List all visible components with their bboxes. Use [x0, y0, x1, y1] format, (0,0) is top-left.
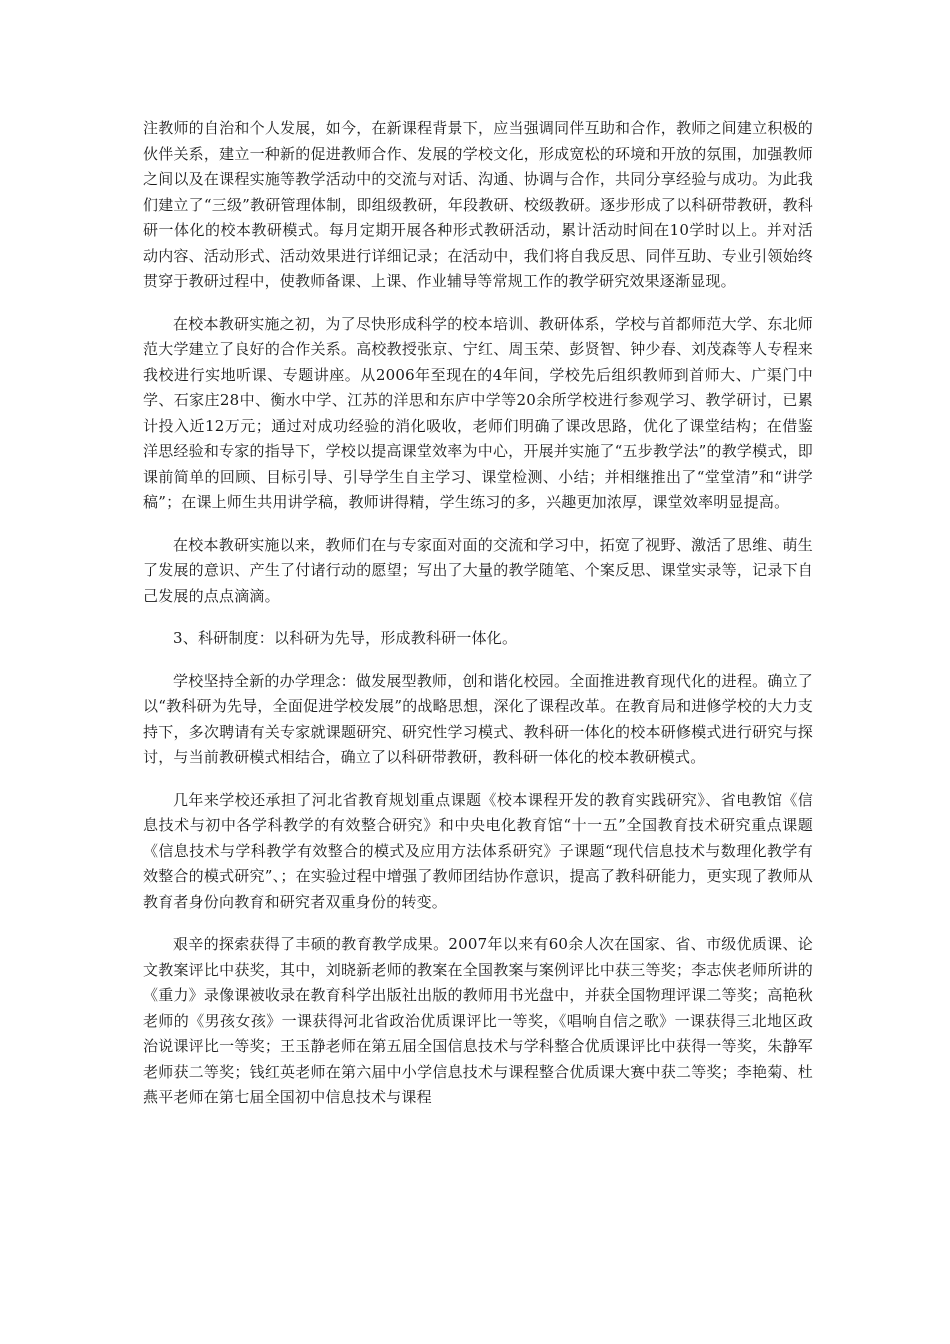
paragraph: 艰辛的探索获得了丰硕的教育教学成果。2007年以来有60余人次在国家、省、市级优质课、论文教案评比中获奖，其中，刘晓新老师的教案在全国教案与案例评比中获三等奖；李志侠老师所讲的《重力》录像课被收录在教育科学出版社出版的教师用书光盘中，并获全国物理评课二等奖；高艳秋老师的《男孩女孩》一课获得河北省政治优质课评比一等奖，《唱响自信之歌》一课获得三北地区政治说课评比一等奖；王玉静老师在第五届全国信息技术与学科整合优质课评比中获得一等奖，朱静军老师获二等奖；钱红英老师在第六届中小学信息技术与课程整合优质课大赛中获二等奖；李艳菊、杜燕平老师在第七届全国初中信息技术与课程 [143, 935, 813, 1106]
section-heading: 3、科研制度：以科研为先导，形成教科研一体化。 [173, 629, 518, 647]
document-body [143, 116, 813, 1128]
paragraph: 在校本教研实施以来，教师们在与专家面对面的交流和学习中，拓宽了视野、激活了思维、萌生了发展的意识、产生了付诸行动的愿望；写出了大量的教学随笔、个案反思、课堂实录等，记录下自己发展的点点滴滴。 [143, 535, 813, 605]
paragraph: 注教师的自治和个人发展，如今，在新课程背景下，应当强调同伴互助和合作，教师之间建立积极的伙伴关系，建立一种新的促进教师合作、发展的学校文化，形成宽松的环境和开放的氛围，加强教师之间以及在课程实施等教学活动中的交流与对话、沟通、协调与合作，共同分享经验与成功。为此我们建立了“三级”教研管理体制，即组级教研，年段教研、校级教研。逐步形成了以科研带教研，教科研一体化的校本教研模式。每月定期开展各种形式教研活动，累计活动时间在10学时以上。并对活动内容、活动形式、活动效果进行详细记录；在活动中，我们将自我反思、同伴互助、专业引领始终贯穿于教研过程中，使教师备课、上课、作业辅导等常规工作的教学研究效果逐渐显现。 [143, 119, 813, 290]
paragraph: 在校本教研实施之初，为了尽快形成科学的校本培训、教研体系，学校与首都师范大学、东北师范大学建立了良好的合作关系。高校教授张京、宁红、周玉荣、彭贤智、钟少春、刘茂森等人专程来我校进行实地听课、专题讲座。从2006年至现在的4年间，学校先后组织教师到首师大、广渠门中学、石家庄28中、衡水中学、江苏的洋思和东庐中学等20余所学校进行参观学习、教学研讨，已累计投入近12万元；通过对成功经验的消化吸收，老师们明确了课改思路，优化了课堂结构；在借鉴洋思经验和专家的指导下，学校以提高课堂效率为中心，开展并实施了“五步教学法”的教学模式，即课前简单的回顾、目标引导、引导学生自主学习、课堂检测、小结；并相继推出了“堂堂清”和“讲学稿”；在课上师生共用讲学稿，教师讲得精，学生练习的多，兴趣更加浓厚，课堂效率明显提高。 [143, 314, 813, 511]
paragraph: 学校坚持全新的办学理念：做发展型教师，创和谐化校园。全面推进教育现代化的进程。确立了以“教科研为先导，全面促进学校发展”的战略思想，深化了课程改革。在教育局和进修学校的大力支持下，多次聘请有关专家就课题研究、研究性学习模式、教科研一体化的校本研修模式进行研究与探讨，与当前教研模式相结合，确立了以科研带教研，教科研一体化的校本教研模式。 [143, 671, 813, 766]
paragraph: 几年来学校还承担了河北省教育规划重点课题《校本课程开发的教育实践研究》、省电教馆《信息技术与初中各学科教学的有效整合研究》和中央电化教育馆“十一五”全国教育技术研究重点课题《信息技术与学科教学有效整合的模式及应用方法体系研究》子课题“现代信息技术与数理化教学有效整合的模式研究”、；在实验过程中增强了教师团结协作意识，提高了教科研能力，更实现了教师从教育者身份向教育和研究者双重身份的转变。 [143, 790, 813, 911]
